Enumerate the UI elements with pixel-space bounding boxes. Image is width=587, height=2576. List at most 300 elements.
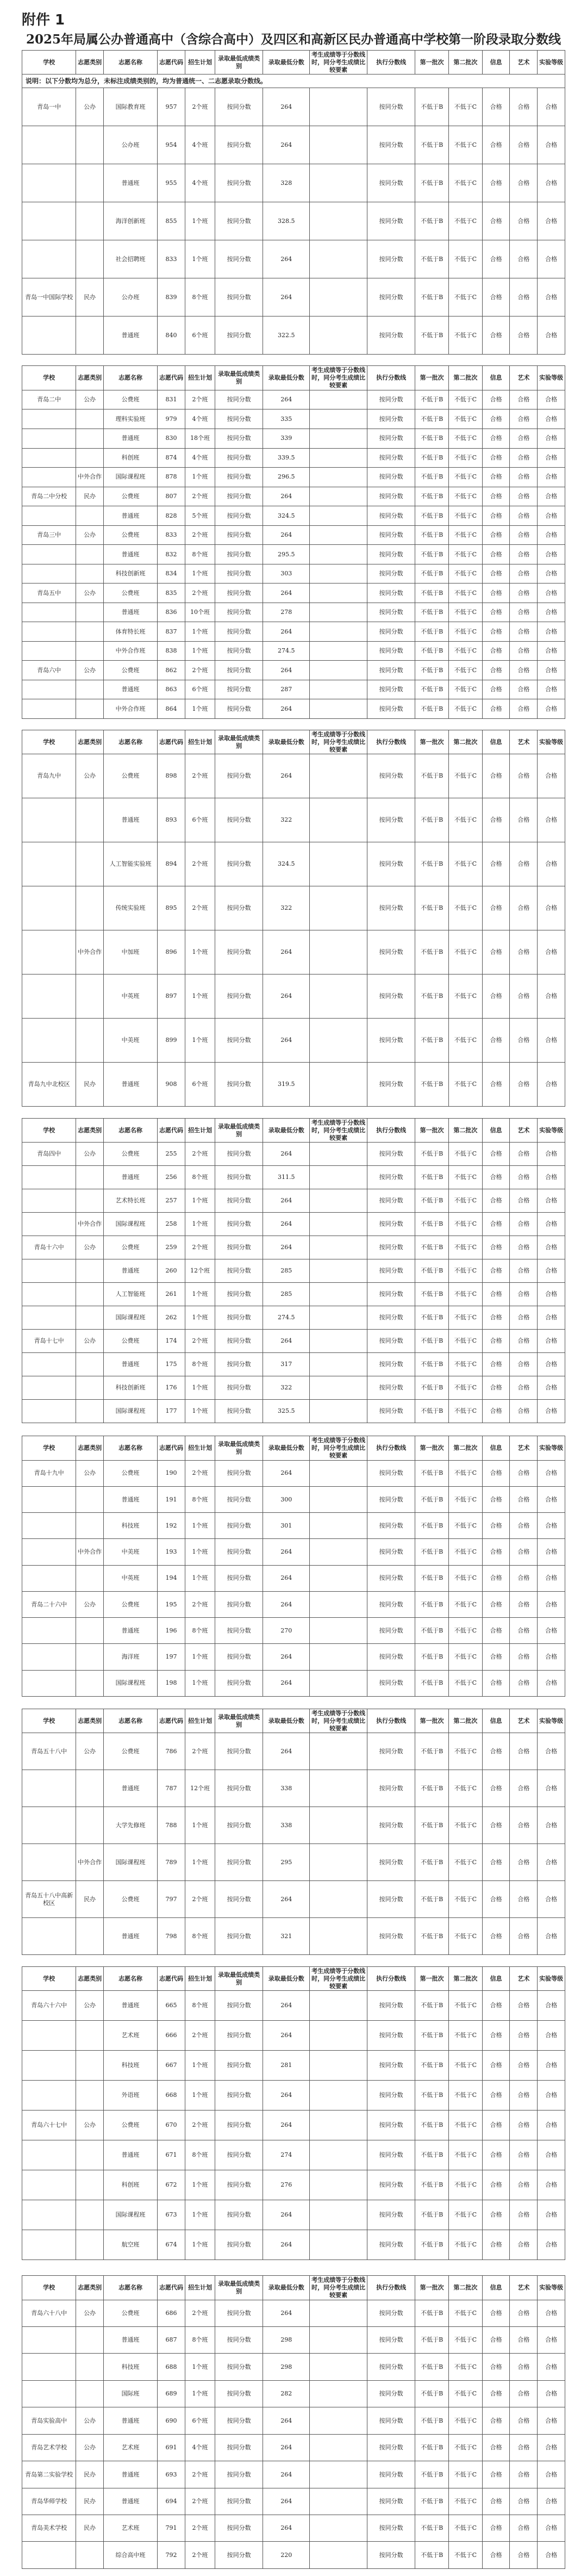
table-cell: 192 (158, 1513, 185, 1539)
table-cell: 合格 (482, 487, 510, 506)
table-cell: 合格 (510, 2354, 538, 2380)
table-cell (76, 1306, 104, 1330)
table-cell (310, 2380, 367, 2407)
table-cell: 合格 (510, 545, 538, 564)
table-cell: 合格 (510, 1400, 538, 1423)
table-cell: 665 (158, 1991, 185, 2021)
table-cell (310, 2515, 367, 2542)
table-row (22, 506, 565, 526)
table-cell: 不低于B (415, 2461, 449, 2488)
table-cell: 青岛九中北校区 (22, 1063, 76, 1107)
table-cell: 不低于B (415, 1539, 449, 1565)
table-cell: 合格 (538, 680, 565, 699)
table-cell: 2个班 (185, 1733, 215, 1770)
table-cell: 按同分数 (215, 1259, 263, 1283)
table-cell: 322 (263, 798, 310, 842)
table-cell: 按同分数 (367, 1591, 415, 1617)
table-cell: 328.5 (263, 202, 310, 240)
table-cell: 不低于B (415, 429, 449, 448)
table-cell: 普通班 (103, 680, 157, 699)
table-cell: 合格 (538, 1063, 565, 1107)
table-row (22, 886, 565, 930)
table-cell: 按同分数 (367, 2461, 415, 2488)
annex-label: 附件 1 (22, 12, 65, 28)
table-cell: 合格 (538, 2300, 565, 2326)
table-cell: 285 (263, 1283, 310, 1306)
table-cell: 786 (158, 1733, 185, 1770)
table-cell: 合格 (510, 2051, 538, 2081)
table-row (22, 603, 565, 622)
table-cell: 按同分数 (367, 842, 415, 886)
table-cell: 公费班 (103, 1330, 157, 1353)
table-cell: 不低于B (415, 2515, 449, 2542)
table-cell: 1个班 (185, 622, 215, 642)
table-cell: 合格 (510, 240, 538, 278)
table-row (22, 240, 565, 278)
table-cell: 按同分数 (367, 1400, 415, 1423)
table-cell (76, 1486, 104, 1512)
table-cell (76, 2327, 104, 2354)
table-cell: 不低于B (415, 1330, 449, 1353)
table-row (22, 1733, 565, 1770)
column-header: 执行分数线 (367, 1967, 415, 1991)
table-cell: 合格 (538, 1881, 565, 1918)
table-cell: 298 (263, 2327, 310, 2354)
table-cell: 不低于C (449, 1019, 483, 1063)
table-cell: 合格 (482, 1539, 510, 1565)
table-cell: 合格 (538, 487, 565, 506)
table-row (22, 545, 565, 564)
table-cell (76, 1019, 104, 1063)
table-cell: 894 (158, 842, 185, 886)
table-cell: 339.5 (263, 448, 310, 468)
table-cell: 中英班 (103, 1565, 157, 1591)
table-cell: 按同分数 (367, 1991, 415, 2021)
table-cell: 不低于B (415, 448, 449, 468)
table-cell (310, 1591, 367, 1617)
table-cell: 176 (158, 1376, 185, 1400)
table-cell: 合格 (482, 622, 510, 642)
table-cell: 6个班 (185, 680, 215, 699)
table-cell: 按同分数 (367, 2407, 415, 2434)
table-cell: 按同分数 (215, 468, 263, 487)
table-cell (76, 603, 104, 622)
table-cell: 895 (158, 886, 185, 930)
table-cell (22, 2081, 76, 2111)
table-cell: 259 (158, 1236, 185, 1259)
table-cell (22, 126, 76, 164)
table-cell: 青岛十六中 (22, 1236, 76, 1259)
table-cell: 287 (263, 680, 310, 699)
table-cell: 合格 (510, 974, 538, 1019)
table-cell: 青岛一中国际学校 (22, 278, 76, 316)
table-cell: 不低于C (449, 641, 483, 661)
table-cell: 按同分数 (215, 1486, 263, 1512)
table-cell: 264 (263, 1733, 310, 1770)
table-cell: 合格 (538, 1460, 565, 1486)
table-cell: 国际课程班 (103, 1213, 157, 1236)
table-cell (76, 2140, 104, 2170)
table-cell: 按同分数 (215, 1189, 263, 1213)
column-header: 第二批次 (449, 730, 483, 754)
table-cell (76, 641, 104, 661)
table-cell: 中外合作班 (103, 699, 157, 719)
column-header: 志愿名称 (103, 1709, 157, 1733)
table-cell: 合格 (482, 316, 510, 355)
table-cell: 合格 (510, 2407, 538, 2434)
table-cell (22, 468, 76, 487)
table-cell: 261 (158, 1283, 185, 1306)
table-cell: 按同分数 (215, 278, 263, 316)
table-cell: 2个班 (185, 584, 215, 603)
column-header: 信息 (482, 1119, 510, 1143)
table-cell: 公费班 (103, 525, 157, 545)
table-cell (76, 202, 104, 240)
column-header: 实验等级 (538, 1436, 565, 1461)
table-cell: 按同分数 (367, 240, 415, 278)
table-cell: 1个班 (185, 641, 215, 661)
table-cell (76, 1166, 104, 1189)
table-cell: 合格 (482, 699, 510, 719)
table-cell: 274 (263, 2140, 310, 2170)
table-cell: 合格 (510, 390, 538, 409)
table-cell: 按同分数 (215, 1991, 263, 2021)
table-cell: 合格 (510, 126, 538, 164)
table-cell: 674 (158, 2230, 185, 2260)
table-cell: 6个班 (185, 798, 215, 842)
table-cell (310, 278, 367, 316)
table-cell: 合格 (538, 468, 565, 487)
table-cell: 合格 (510, 2111, 538, 2140)
table-cell (22, 1844, 76, 1881)
table-cell: 合格 (482, 1306, 510, 1330)
table-cell: 合格 (510, 754, 538, 798)
column-header: 考生成绩等于分数线时，同分考生成绩比较要素 (310, 1709, 367, 1733)
table-cell: 2个班 (185, 1881, 215, 1918)
column-header: 志愿代码 (158, 1119, 185, 1143)
table-cell: 合格 (538, 164, 565, 202)
table-cell: 合格 (482, 603, 510, 622)
table-cell: 合格 (510, 1283, 538, 1306)
table-cell: 合格 (482, 2300, 510, 2326)
table-cell: 264 (263, 622, 310, 642)
table-cell (310, 2200, 367, 2230)
table-cell: 合格 (510, 1644, 538, 1670)
table-cell: 不低于B (415, 1460, 449, 1486)
table-row (22, 1166, 565, 1189)
table-cell: 按同分数 (215, 974, 263, 1019)
table-row (22, 641, 565, 661)
table-cell: 合格 (482, 1259, 510, 1283)
column-header: 考生成绩等于分数线时，同分考生成绩比较要素 (310, 2276, 367, 2300)
table-cell: 不低于B (415, 1353, 449, 1376)
table-cell: 264 (263, 1236, 310, 1259)
table-cell: 1个班 (185, 1400, 215, 1423)
table-cell: 合格 (538, 88, 565, 126)
table-cell (76, 240, 104, 278)
table-cell (22, 1019, 76, 1063)
column-header: 招生计划 (185, 51, 215, 75)
table-cell: 合格 (482, 2434, 510, 2461)
table-cell: 不低于B (415, 680, 449, 699)
table-cell: 按同分数 (215, 1376, 263, 1400)
header-row (22, 51, 565, 75)
table-cell: 255 (158, 1143, 185, 1166)
table-cell: 合格 (482, 680, 510, 699)
table-cell (310, 2434, 367, 2461)
table-cell: 合格 (510, 1591, 538, 1617)
table-cell (76, 842, 104, 886)
table-cell: 不低于B (415, 1283, 449, 1306)
table-cell: 不低于C (449, 2111, 483, 2140)
table-cell: 791 (158, 2515, 185, 2542)
table-row (22, 1236, 565, 1259)
column-header: 实验等级 (538, 730, 565, 754)
table-row (22, 1353, 565, 1376)
table-cell: 按同分数 (215, 88, 263, 126)
table-cell: 不低于B (415, 202, 449, 240)
table-cell: 合格 (482, 525, 510, 545)
table-cell: 1个班 (185, 240, 215, 278)
table-cell: 合格 (482, 1881, 510, 1918)
table-cell: 不低于C (449, 584, 483, 603)
table-cell (310, 2300, 367, 2326)
table-cell (22, 2140, 76, 2170)
table-cell: 合格 (510, 584, 538, 603)
table-cell: 不低于C (449, 886, 483, 930)
table-cell: 合格 (538, 448, 565, 468)
table-cell: 合格 (510, 641, 538, 661)
table-cell: 合格 (538, 1236, 565, 1259)
table-cell: 不低于B (415, 2380, 449, 2407)
table-cell: 按同分数 (215, 2542, 263, 2569)
table-cell: 青岛九中 (22, 754, 76, 798)
table-cell (76, 2354, 104, 2380)
table-cell: 合格 (510, 2230, 538, 2260)
table-cell: 2个班 (185, 2461, 215, 2488)
table-cell: 按同分数 (367, 661, 415, 680)
table-cell (76, 164, 104, 202)
table-cell: 公费班 (103, 2111, 157, 2140)
table-cell: 190 (158, 1460, 185, 1486)
table-cell: 人工智能班 (103, 1283, 157, 1306)
table-cell: 海洋班 (103, 1644, 157, 1670)
table-cell: 合格 (538, 316, 565, 355)
table-cell (22, 545, 76, 564)
table-cell: 合格 (538, 1019, 565, 1063)
table-cell: 8个班 (185, 2140, 215, 2170)
table-cell: 公办 (76, 88, 104, 126)
table-cell: 673 (158, 2200, 185, 2230)
table-cell: 838 (158, 641, 185, 661)
table-cell (310, 1565, 367, 1591)
table-cell (310, 564, 367, 584)
table-cell: 2个班 (185, 2515, 215, 2542)
column-header: 志愿类别 (76, 1967, 104, 1991)
table-cell: 普通班 (103, 164, 157, 202)
table-cell: 中外合作 (76, 1844, 104, 1881)
table-cell: 不低于B (415, 1591, 449, 1617)
table-cell: 合格 (510, 1330, 538, 1353)
table-cell: 1个班 (185, 468, 215, 487)
table-cell: 合格 (538, 1376, 565, 1400)
table-cell: 不低于C (449, 448, 483, 468)
table-cell: 合格 (482, 1807, 510, 1844)
table-cell: 按同分数 (215, 680, 263, 699)
table-cell: 合格 (510, 1618, 538, 1644)
table-cell: 862 (158, 661, 185, 680)
table-cell (76, 974, 104, 1019)
table-cell: 264 (263, 88, 310, 126)
table-cell: 按同分数 (367, 2051, 415, 2081)
table-cell: 不低于C (449, 468, 483, 487)
table-cell: 普通班 (103, 1918, 157, 1955)
table-cell: 6个班 (185, 2407, 215, 2434)
table-cell: 668 (158, 2081, 185, 2111)
table-cell (310, 2081, 367, 2111)
table-cell (310, 316, 367, 355)
table-cell: 科技班 (103, 2051, 157, 2081)
table-cell: 864 (158, 699, 185, 719)
table-cell: 按同分数 (215, 487, 263, 506)
table-cell: 264 (263, 1143, 310, 1166)
table-cell: 不低于B (415, 584, 449, 603)
table-cell (22, 2354, 76, 2380)
table-cell: 955 (158, 164, 185, 202)
table-cell (76, 2051, 104, 2081)
table-cell: 按同分数 (367, 699, 415, 719)
column-header: 第一批次 (415, 2276, 449, 2300)
table-cell: 不低于C (449, 487, 483, 506)
table-cell: 不低于C (449, 1486, 483, 1512)
table-cell: 789 (158, 1844, 185, 1881)
table-cell: 264 (263, 2230, 310, 2260)
table-cell: 687 (158, 2327, 185, 2354)
table-row (22, 525, 565, 545)
table-cell: 不低于B (415, 1213, 449, 1236)
table-cell (22, 886, 76, 930)
table-cell: 262 (158, 1306, 185, 1330)
table-cell: 957 (158, 88, 185, 126)
table-row (22, 1770, 565, 1807)
table-cell: 普通班 (103, 1353, 157, 1376)
table-cell: 大学先修班 (103, 1807, 157, 1844)
table-cell: 1个班 (185, 2081, 215, 2111)
table-cell: 合格 (482, 1236, 510, 1259)
table-cell (76, 622, 104, 642)
table-cell: 按同分数 (367, 487, 415, 506)
table-cell: 合格 (510, 2434, 538, 2461)
table-cell: 合格 (538, 525, 565, 545)
table-cell (310, 798, 367, 842)
table-cell (22, 564, 76, 584)
table-cell: 195 (158, 1591, 185, 1617)
table-cell: 合格 (482, 661, 510, 680)
table-cell: 不低于C (449, 798, 483, 842)
table-cell: 按同分数 (215, 1770, 263, 1807)
table-cell: 按同分数 (367, 2170, 415, 2200)
table-cell: 1个班 (185, 1513, 215, 1539)
table-cell: 264 (263, 1330, 310, 1353)
table-cell: 不低于B (415, 2488, 449, 2515)
table-cell: 按同分数 (367, 1881, 415, 1918)
table-row (22, 278, 565, 316)
table-cell (310, 429, 367, 448)
table-cell: 按同分数 (215, 448, 263, 468)
table-cell: 不低于B (415, 88, 449, 126)
table-cell: 按同分数 (367, 1353, 415, 1376)
table-cell: 264 (263, 525, 310, 545)
table-cell (22, 1189, 76, 1213)
table-cell: 不低于C (449, 506, 483, 526)
table-row (22, 1460, 565, 1486)
table-cell: 合格 (510, 487, 538, 506)
table-cell: 按同分数 (215, 164, 263, 202)
table-cell: 合格 (510, 88, 538, 126)
table-cell: 按同分数 (215, 1330, 263, 1353)
column-header: 艺术 (510, 366, 538, 390)
table-row (22, 1591, 565, 1617)
table-cell: 2个班 (185, 88, 215, 126)
table-cell: 按同分数 (367, 390, 415, 409)
table-cell (76, 545, 104, 564)
table-row (22, 1019, 565, 1063)
table-cell: 合格 (538, 699, 565, 719)
table-cell: 合格 (482, 2021, 510, 2051)
table-cell: 不低于C (449, 603, 483, 622)
table-cell (76, 506, 104, 526)
table-cell (22, 2542, 76, 2569)
table-cell: 不低于C (449, 1844, 483, 1881)
table-cell (76, 1565, 104, 1591)
table-cell: 合格 (482, 2140, 510, 2170)
table-cell: 按同分数 (367, 798, 415, 842)
table-cell: 合格 (538, 1991, 565, 2021)
table-cell: 不低于B (415, 1019, 449, 1063)
table-cell: 按同分数 (215, 2515, 263, 2542)
table-cell: 不低于B (415, 1644, 449, 1670)
table-cell: 合格 (482, 2051, 510, 2081)
table-cell: 合格 (510, 1376, 538, 1400)
table-cell (310, 1844, 367, 1881)
table-cell: 合格 (482, 1733, 510, 1770)
column-header: 第一批次 (415, 1436, 449, 1461)
table-cell (310, 1236, 367, 1259)
table-cell: 不低于C (449, 1376, 483, 1400)
table-cell (22, 2021, 76, 2051)
table-cell: 公费班 (103, 754, 157, 798)
table-row (22, 1644, 565, 1670)
table-cell: 公办班 (103, 126, 157, 164)
table-cell: 中加班 (103, 930, 157, 974)
table-cell: 831 (158, 390, 185, 409)
table-cell: 按同分数 (367, 1670, 415, 1696)
table-row (22, 564, 565, 584)
table-cell: 按同分数 (367, 1283, 415, 1306)
table-cell: 合格 (538, 2488, 565, 2515)
table-cell (310, 2111, 367, 2140)
table-cell: 不低于C (449, 2021, 483, 2051)
table-cell: 公费班 (103, 1460, 157, 1486)
table-cell: 合格 (538, 1213, 565, 1236)
column-header: 志愿类别 (76, 366, 104, 390)
table-cell: 按同分数 (367, 1539, 415, 1565)
table-cell: 按同分数 (215, 930, 263, 974)
table-cell: 893 (158, 798, 185, 842)
table-cell: 按同分数 (215, 2140, 263, 2170)
table-cell: 按同分数 (215, 429, 263, 448)
table-cell: 民办 (76, 487, 104, 506)
